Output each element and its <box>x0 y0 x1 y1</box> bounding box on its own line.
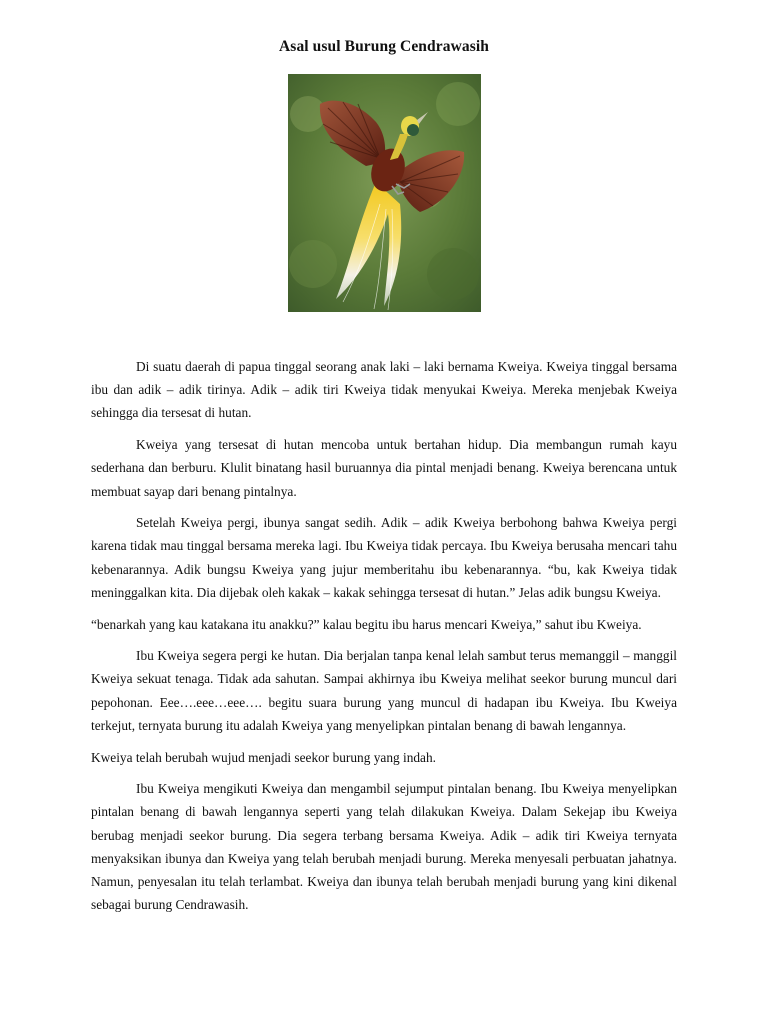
paragraph-6: Kweiya telah berubah wujud menjadi seekor burung yang indah. <box>91 749 436 765</box>
bird-photo-illustration <box>288 74 481 312</box>
bird-of-paradise-photo <box>288 74 481 312</box>
story-body <box>91 355 677 925</box>
paragraph-5: Ibu Kweiya segera pergi ke hutan. Dia berjalan tanpa kenal lelah sambut terus memanggil – manggil Kweiya sekuat tenaga. Tidak ada sahutan. Sampai akhirnya ibu Kweiya melihat seekor burung muncul dari pepohonan. Eee….eee…eee…. begitu suara burung yang muncul di hadapan ibu Kweiya. Ibu Kweiya terkejut, ternyata burung itu adalah Kweiya yang menyelipkan pintalan benang di bawah lengannya. <box>91 648 677 733</box>
paragraph-3: Setelah Kweiya pergi, ibunya sangat sedih. Adik – adik Kweiya berbohong bahwa Kweiya pergi karena tidak mau tinggal bersama mereka lagi. Ibu Kweiya tidak percaya. Ibu Kweiya berusaha mencari tahu kebenarannya. Adik bungsu Kweiya yang jujur memberitahu ibu kebenarannya. “bu, kak Kweiya tidak meninggalkan kita. Dia dijebak oleh kakak – kakak sehingga tersesat di hutan.” Jelas adik bungsu Kweiya. <box>91 515 677 600</box>
paragraph-4: “benarkah yang kau katakana itu anakku?” kalau begitu ibu harus mencari Kweiya,” sahut ibu Kweiya. <box>91 616 642 632</box>
page-title: Asal usul Burung Cendrawasih <box>279 38 489 55</box>
paragraph-2: Kweiya yang tersesat di hutan mencoba untuk bertahan hidup. Dia membangun rumah kayu sederhana dan berburu. Klulit binatang hasil buruannya dia pintal menjadi benang. Kweiya berencana untuk membuat sayap dari benang pintalnya. <box>91 437 677 499</box>
paragraph-7: Ibu Kweiya mengikuti Kweiya dan mengambil sejumput pintalan benang. Ibu Kweiya menyelipkan pintalan benang di bawah lengannya seperti yang telah dilakukan Kweiya. Dalam Sekejap ibu Kweiya berubag menjadi seekor burung. Dia segera terbang bersama Kweiya. Adik – adik tiri Kweiya ternyata menyaksikan ibunya dan Kweiya yang telah berubah menjadi burung. Mereka menyesali perbuatan jahatnya. Namun, penyesalan itu telah terlambat. Kweiya dan ibunya telah berubah menjadi burung yang kini dikenal sebagai burung Cendrawasih. <box>91 781 677 913</box>
paragraph-1: Di suatu daerah di papua tinggal seorang anak laki – laki bernama Kweiya. Kweiya tinggal bersama ibu dan adik – adik tirinya. Adik – adik tiri Kweiya tidak menyukai Kweiya. Mereka menjebak Kweiya sehingga dia tersesat di hutan. <box>91 359 677 421</box>
